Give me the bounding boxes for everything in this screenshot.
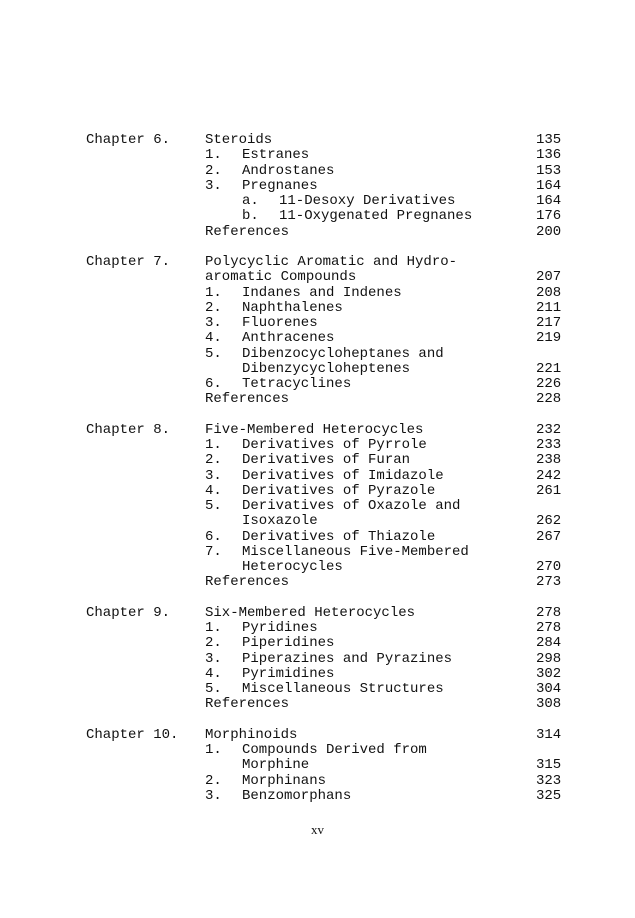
page-ref: 261 <box>536 482 562 499</box>
chapter-entry <box>0 255 635 408</box>
page-ref: 217 <box>536 315 562 332</box>
toc-line <box>0 530 635 545</box>
page-ref: 302 <box>536 665 562 682</box>
page-ref: 164 <box>536 177 562 194</box>
entry-title: Benzomorphans <box>242 787 352 804</box>
item-number: 6. <box>205 376 222 393</box>
page-ref: 273 <box>536 574 562 591</box>
toc-line <box>0 362 635 377</box>
entry-title: Morphinoids <box>205 726 298 743</box>
toc-line <box>0 499 635 514</box>
toc-line <box>0 789 635 804</box>
chapter-entry <box>0 133 635 240</box>
entry-title: Derivatives of Thiazole <box>242 528 436 545</box>
page-ref: 267 <box>536 528 562 545</box>
page-ref: 164 <box>536 193 562 209</box>
toc-line <box>0 728 635 743</box>
table-of-contents <box>0 133 635 819</box>
toc-line <box>0 652 635 667</box>
item-number: 6. <box>205 528 222 545</box>
entry-title: Piperidines <box>242 635 335 652</box>
page-ref: 238 <box>536 452 562 469</box>
toc-line <box>0 636 635 651</box>
page-number: xv <box>311 822 324 837</box>
page-ref: 325 <box>536 787 562 804</box>
entry-title: Dibenzycycloheptenes <box>242 360 411 377</box>
toc-line <box>0 545 635 560</box>
page-ref: 242 <box>536 467 562 484</box>
page-ref: 200 <box>536 223 562 240</box>
item-number: 1. <box>205 742 222 759</box>
entry-title: Morphinans <box>242 772 327 789</box>
page-ref: 176 <box>536 208 562 225</box>
page-ref: 219 <box>536 330 562 347</box>
entry-title: Naphthalenes <box>242 299 343 316</box>
item-number: 2. <box>205 162 222 179</box>
toc-line <box>0 347 635 362</box>
toc-line <box>0 621 635 636</box>
item-number: 4. <box>205 330 222 347</box>
toc-line <box>0 667 635 682</box>
entry-title: Anthracenes <box>242 330 335 347</box>
page-ref: 228 <box>536 391 562 408</box>
entry-title: aromatic Compounds <box>205 269 357 286</box>
toc-line <box>0 453 635 468</box>
chapter-label: Chapter 9. <box>86 604 171 621</box>
entry-title: 11-Desoxy Derivatives <box>279 193 456 209</box>
entry-title: Piperazines and Pyrazines <box>242 650 453 667</box>
toc-line <box>0 423 635 438</box>
page-ref: 232 <box>536 421 562 438</box>
item-number: 2. <box>205 772 222 789</box>
entry-title: Dibenzocycloheptanes and <box>242 345 444 362</box>
item-number: 1. <box>205 284 222 301</box>
chapter-label: Chapter 7. <box>86 254 171 271</box>
toc-line <box>0 575 635 590</box>
chapter-label: Chapter 8. <box>86 421 171 438</box>
page-ref: 221 <box>536 360 562 377</box>
item-number: 3. <box>205 315 222 332</box>
chapter-label: Chapter 6. <box>86 132 171 148</box>
page-ref: 284 <box>536 635 562 652</box>
toc-line <box>0 164 635 179</box>
page-ref: 304 <box>536 681 562 698</box>
chapter-entry <box>0 728 635 804</box>
toc-line <box>0 194 635 209</box>
item-number: 1. <box>205 147 222 164</box>
page-ref: 153 <box>536 162 562 179</box>
toc-line <box>0 286 635 301</box>
entry-title: Derivatives of Furan <box>242 452 411 469</box>
toc-line <box>0 438 635 453</box>
item-number: 1. <box>205 620 222 637</box>
entry-title: References <box>205 574 290 591</box>
entry-title: Six-Membered Heterocycles <box>205 604 416 621</box>
toc-line <box>0 392 635 407</box>
toc-line <box>0 758 635 773</box>
item-number: 2. <box>205 635 222 652</box>
page-ref: 308 <box>536 696 562 713</box>
chapter-entry <box>0 423 635 591</box>
entry-title: References <box>205 391 290 408</box>
toc-line <box>0 179 635 194</box>
toc-line <box>0 270 635 285</box>
item-number: 2. <box>205 299 222 316</box>
entry-title: Miscellaneous Structures <box>242 681 444 698</box>
entry-title: Compounds Derived from <box>242 742 427 759</box>
toc-line <box>0 743 635 758</box>
page-ref: 278 <box>536 604 562 621</box>
item-number: 3. <box>205 787 222 804</box>
page-ref: 314 <box>536 726 562 743</box>
entry-title: Five-Membered Heterocycles <box>205 421 424 438</box>
item-number: a. <box>242 193 259 209</box>
page-ref: 207 <box>536 269 562 286</box>
page-ref: 315 <box>536 757 562 774</box>
toc-line <box>0 560 635 575</box>
page-ref: 226 <box>536 376 562 393</box>
item-number: 3. <box>205 650 222 667</box>
toc-line <box>0 469 635 484</box>
page-ref: 262 <box>536 513 562 530</box>
entry-title: Fluorenes <box>242 315 318 332</box>
page-ref: 208 <box>536 284 562 301</box>
toc-line <box>0 377 635 392</box>
toc-line <box>0 331 635 346</box>
toc-line <box>0 774 635 789</box>
toc-line <box>0 514 635 529</box>
page-ref: 211 <box>536 299 562 316</box>
toc-line <box>0 255 635 270</box>
toc-line <box>0 301 635 316</box>
item-number: 5. <box>205 498 222 515</box>
item-number: 7. <box>205 543 222 560</box>
entry-title: Miscellaneous Five-Membered <box>242 543 469 560</box>
entry-title: Isoxazole <box>242 513 318 530</box>
toc-line <box>0 316 635 331</box>
item-number: 5. <box>205 681 222 698</box>
entry-title: Pyridines <box>242 620 318 637</box>
entry-title: 11-Oxygenated Pregnanes <box>279 208 473 225</box>
toc-line <box>0 682 635 697</box>
item-number: 3. <box>205 467 222 484</box>
entry-title: Morphine <box>242 757 310 774</box>
toc-line <box>0 484 635 499</box>
entry-title: Pregnanes <box>242 177 318 194</box>
entry-title: References <box>205 223 290 240</box>
entry-title: Steroids <box>205 132 273 148</box>
item-number: 2. <box>205 452 222 469</box>
item-number: 1. <box>205 437 222 454</box>
page-ref: 298 <box>536 650 562 667</box>
entry-title: Derivatives of Pyrazole <box>242 482 436 499</box>
entry-title: Androstanes <box>242 162 335 179</box>
page-ref: 323 <box>536 772 562 789</box>
toc-line <box>0 225 635 240</box>
page-ref: 270 <box>536 559 562 576</box>
item-number: 4. <box>205 482 222 499</box>
entry-title: Indanes and Indenes <box>242 284 402 301</box>
entry-title: Polycyclic Aromatic and Hydro- <box>205 254 458 271</box>
entry-title: Pyrimidines <box>242 665 335 682</box>
chapter-label: Chapter 10. <box>86 726 179 743</box>
page-ref: 136 <box>536 147 562 164</box>
toc-line <box>0 133 635 148</box>
page-ref: 135 <box>536 132 562 148</box>
entry-title: Derivatives of Imidazole <box>242 467 444 484</box>
entry-title: Derivatives of Pyrrole <box>242 437 427 454</box>
toc-line <box>0 606 635 621</box>
entry-title: Derivatives of Oxazole and <box>242 498 461 515</box>
toc-line <box>0 209 635 224</box>
toc-line <box>0 148 635 163</box>
entry-title: Heterocycles <box>242 559 343 576</box>
entry-title: Tetracyclines <box>242 376 352 393</box>
chapter-entry <box>0 606 635 713</box>
item-number: b. <box>242 208 259 225</box>
entry-title: References <box>205 696 290 713</box>
item-number: 3. <box>205 177 222 194</box>
page-ref: 278 <box>536 620 562 637</box>
item-number: 4. <box>205 665 222 682</box>
page-ref: 233 <box>536 437 562 454</box>
entry-title: Estranes <box>242 147 310 164</box>
item-number: 5. <box>205 345 222 362</box>
toc-line <box>0 697 635 712</box>
